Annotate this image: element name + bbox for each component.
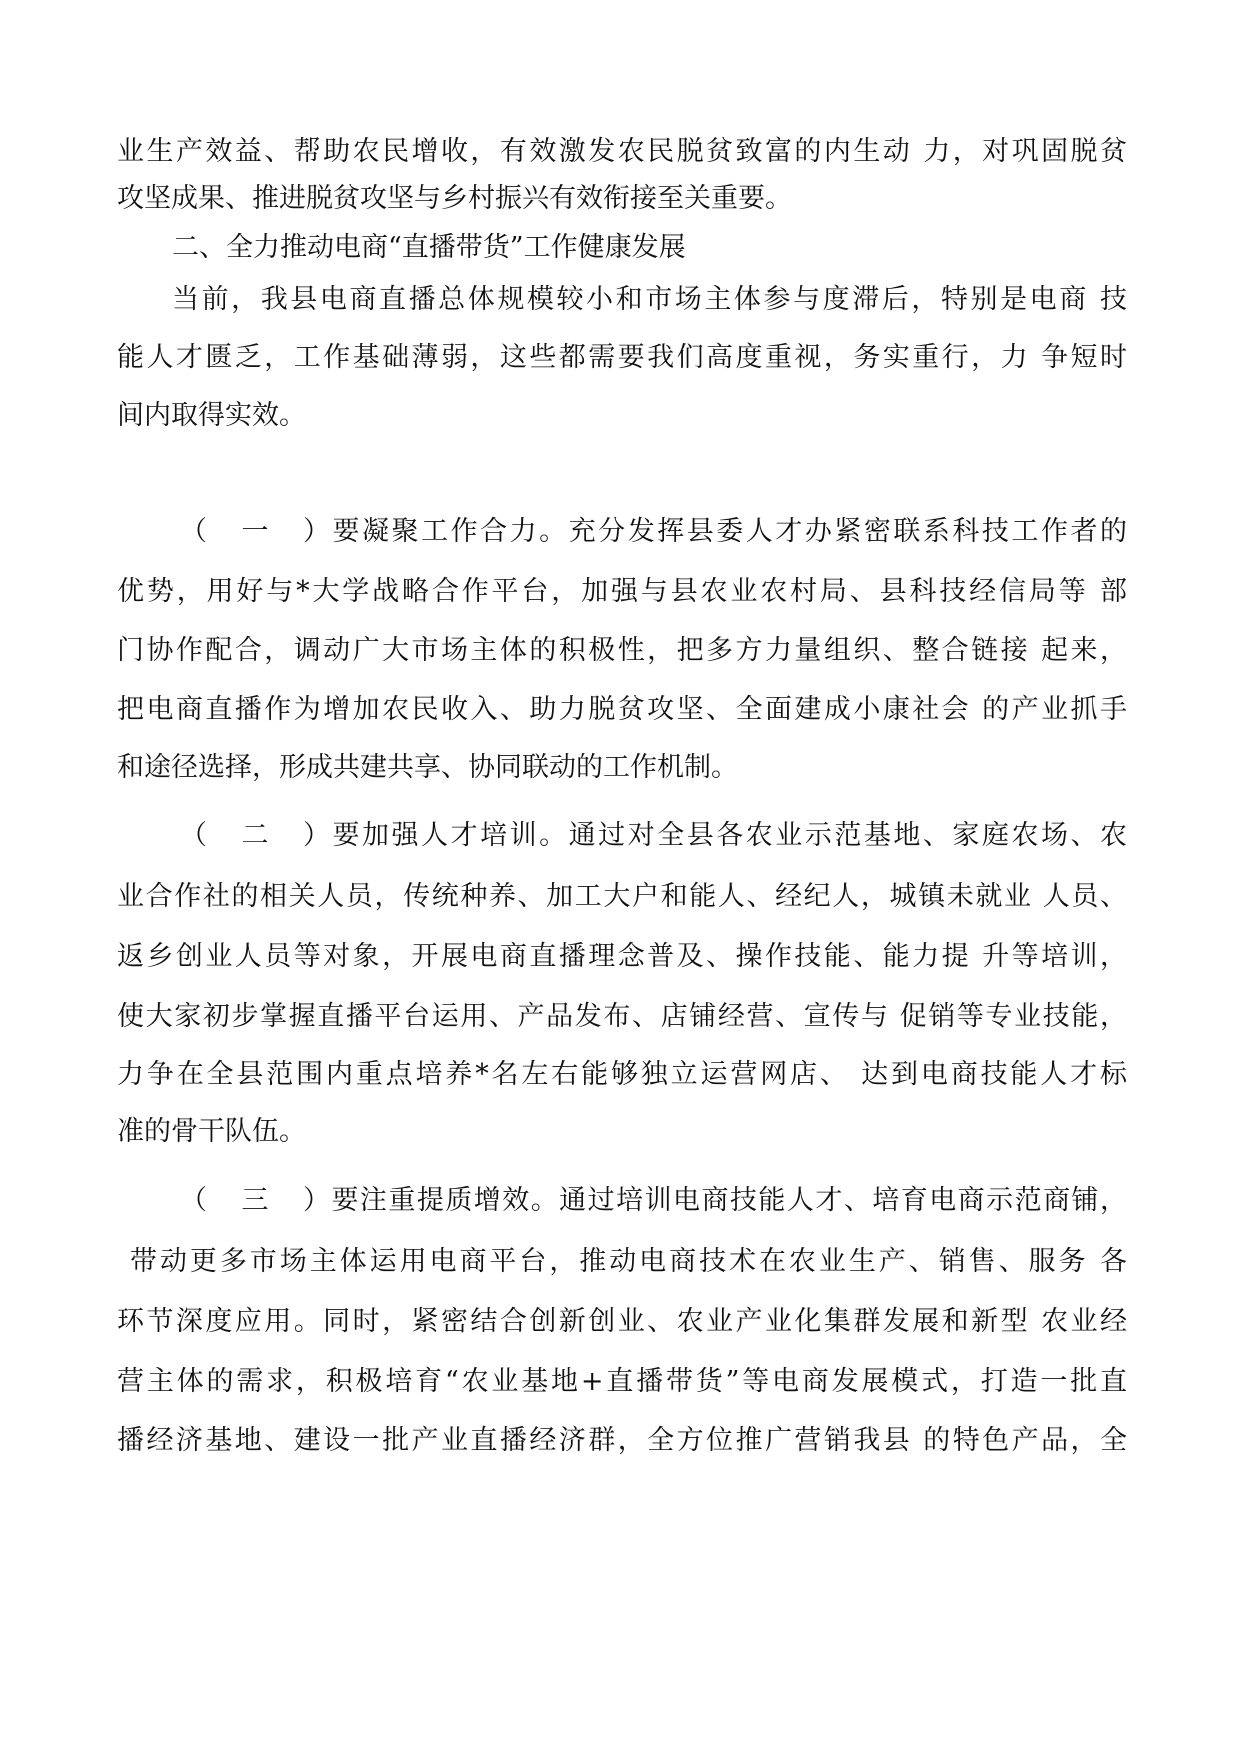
intro-line-2: 攻坚成果、推进脱贫攻坚与乡村振兴有效衔接至关重要。 [117,183,792,214]
paragraph-current-line-1: 当前，我县电商直播总体规模较小和市场主体参与度滞后，特别是电商 技 [172,284,1127,315]
item-3-line-2: 带动更多市场主体运用电商平台，推动电商技术在农业生产、销售、服务 各 [130,1246,1127,1277]
intro-line-1: 业生产效益、帮助农民增收，有效激发农民脱贫致富的内生动 力，对巩固脱贫 [117,136,1127,167]
item-1-line-1 [180,514,1127,550]
item-1-line-5: 和途径选择，形成共建共享、协同联动的工作机制。 [117,752,738,783]
section-heading: 二、全力推动电商“直播带货”工作健康发展 [172,232,686,263]
item-2-line-5: 力争在全县范围内重点培养*名左右能够独立运营网店、 达到电商技能人才标 [117,1059,1127,1090]
item-3-line-1 [180,1183,1127,1219]
item-3-first-text: 要注重提质增效。通过培训电商技能人才、培育电商示范商铺， [330,1185,1127,1216]
item-2-line-4: 使大家初步掌握直播平台运用、产品发布、店铺经营、宣传与 促销等专业技能， [117,1001,1127,1032]
item-1-first-text: 要凝聚工作合力。充分发挥县委人才办紧密联系科技工作者的 [330,516,1127,547]
paragraph-current-line-2: 能人才匮乏，工作基础薄弱，这些都需要我们高度重视，务实重行，力 争短时 [117,342,1127,373]
item-3-line-3: 环节深度应用。同时，紧密结合创新创业、农业产业化集群发展和新型 农业经 [117,1306,1127,1337]
item-1-number: （一） [180,516,330,547]
item-2-line-6: 准的骨干队伍。 [117,1116,306,1147]
item-1-line-3: 门协作配合，调动广大市场主体的积极性，把多方力量组织、整合链接 起来， [117,635,1127,666]
item-2-number: （二） [180,820,330,851]
item-3-line-4: 营主体的需求，积极培育“农业基地+直播带货”等电商发展模式，打造一批直 [117,1366,1127,1397]
item-2-line-1 [180,818,1127,854]
paragraph-current-line-3: 间内取得实效。 [117,400,306,431]
item-3-number: （三） [180,1185,330,1216]
item-2-line-2: 业合作社的相关人员，传统种养、加工大户和能人、经纪人，城镇未就业 人员、 [117,881,1127,912]
item-3-line-5: 播经济基地、建设一批产业直播经济群，全方位推广营销我县 的特色产品，全 [117,1425,1127,1456]
item-2-line-3: 返乡创业人员等对象，开展电商直播理念普及、操作技能、能力提 升等培训， [117,941,1127,972]
item-1-line-4: 把电商直播作为增加农民收入、助力脱贫攻坚、全面建成小康社会 的产业抓手 [117,694,1127,725]
item-1-line-2: 优势，用好与*大学战略合作平台，加强与县农业农村局、县科技经信局等 部 [117,576,1127,607]
item-2-first-text: 要加强人才培训。通过对全县各农业示范基地、家庭农场、农 [330,820,1127,851]
